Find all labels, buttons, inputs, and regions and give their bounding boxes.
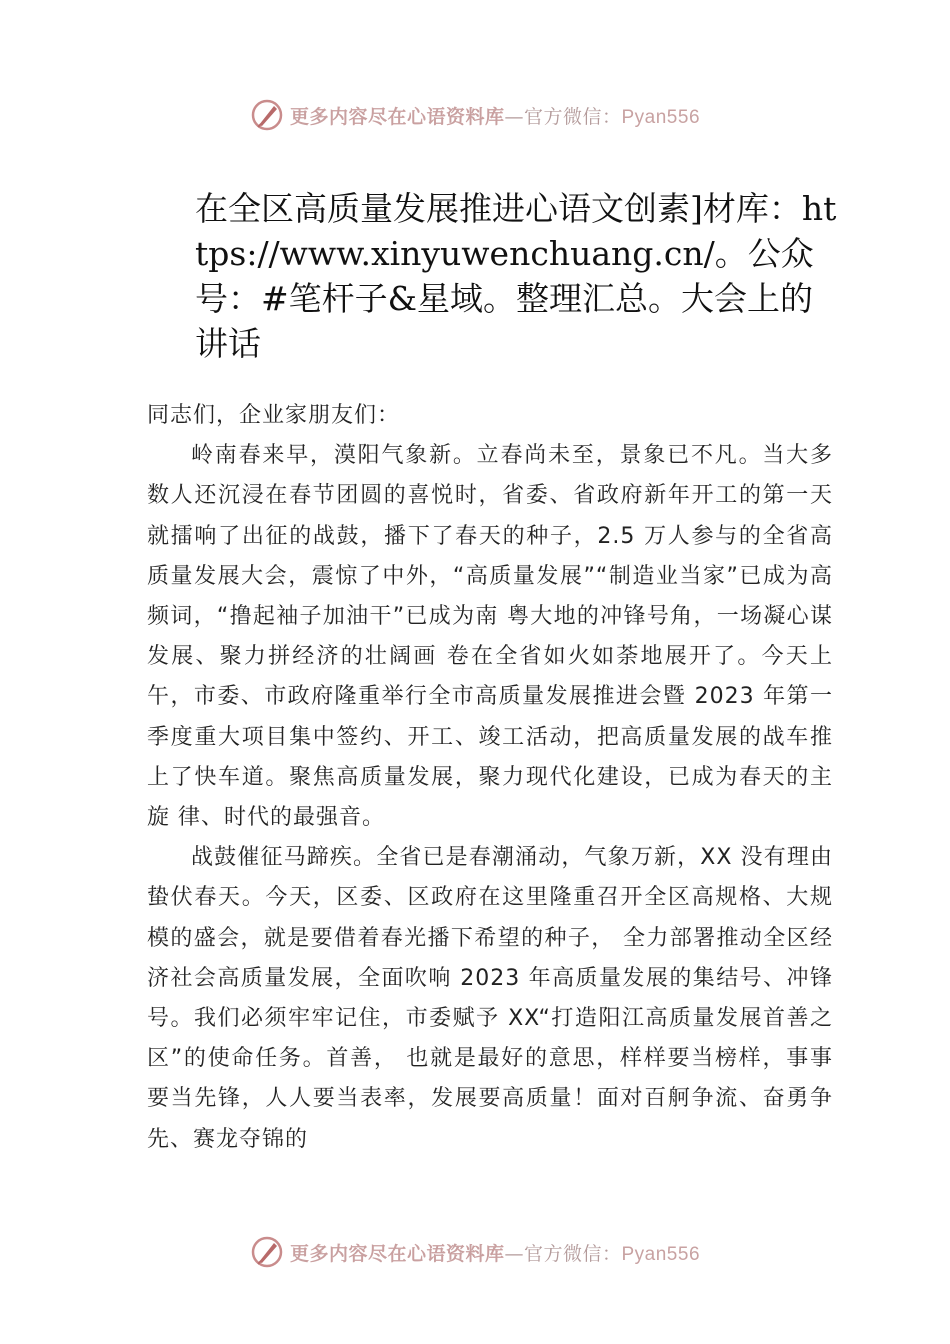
paragraph-2: 战鼓催征马蹄疾。全省已是春潮涌动，气象万新，XX 没有理由蛰伏春天。今天，区委、区政府在这里隆重召开全区高规格、大规模的盛会，就是要借着春光播下希望的种子， 全力部署推动全区经济社会高质量发展，全面吹响 2023 年高质量发展的集结号、冲锋号。我们必须牢牢记住，市委赋予 XX“打造阳江高质量发展首善之区”的使命任务。首善， 也就是最好的意思，样样要当榜样，事事要当先锋，人人要当表率，发展要高质量！面对百舸争流、奋勇争先、赛龙夺锦的 <box>147 845 833 1152</box>
watermark-wechat-label: —官方微信： <box>504 1242 622 1265</box>
document-title: 在全区高质量发展推进心语文创素]材库：https://www.xinyuwenchuang.cn/。公众号：#笔杆子&星域。整理汇总。大会上的讲话 <box>195 189 837 363</box>
watermark-footer <box>0 1232 950 1272</box>
quill-logo-icon <box>250 98 284 132</box>
paragraph-1: 岭南春来早，漠阳气象新。立春尚未至，景象已不凡。当大多数人还沉浸在春节团圆的喜悦时，省委、省政府新年开工的第一天就擂响了出征的战鼓，播下了春天的种子，2.5 万人参与的全省高质量发展大会，震惊了中外，“高质量发展”“制造业当家”已成为高频词，“撸起袖子加油干”已成为南 粤大地的冲锋号角，一场凝心谋发展、聚力拼经济的壮阔画 卷在全省如火如荼地展开了。今天上午，市委、市政府隆重举行全市高质量发展推进会暨 2023 年第一季度重大项目集中签约、开工、竣工活动，把高质量发展的战车推上了快车道。聚焦高质量发展，聚力现代化建设，已成为春天的主旋 律、时代的最强音。 <box>147 443 833 831</box>
watermark-wechat-id: Pyan556 <box>621 1243 701 1265</box>
document-body <box>147 396 833 1160</box>
watermark-text <box>290 1239 700 1266</box>
salutation: 同志们，企业家朋友们： <box>147 403 401 428</box>
watermark-wechat-id: Pyan556 <box>621 106 701 128</box>
watermark-library-text: 更多内容尽在心语资料库 <box>289 105 505 128</box>
watermark-library-text: 更多内容尽在心语资料库 <box>289 1242 505 1265</box>
watermark-wechat-label: —官方微信： <box>504 105 622 128</box>
quill-logo-icon <box>250 1235 284 1269</box>
watermark-text <box>290 102 700 129</box>
watermark-header <box>0 95 950 135</box>
